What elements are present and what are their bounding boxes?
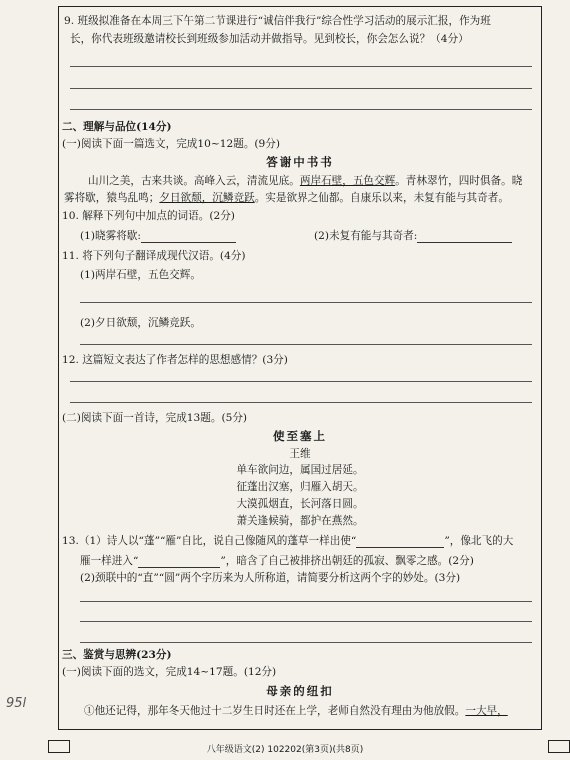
handwritten-note: 95l — [6, 696, 27, 711]
q9-line2: 长，你代表班级邀请校长到班级参加活动并做指导。见到校长，你会怎么说？（4分） — [70, 33, 469, 45]
poem-title: 使至塞上 — [273, 429, 327, 443]
section3-intro: (一)阅读下面的选文，完成14~17题。(12分) — [62, 666, 277, 678]
section2-intro: (一)阅读下面一篇选文，完成10~12题。(9分) — [62, 138, 281, 150]
blank[interactable] — [138, 556, 220, 568]
answer-line[interactable] — [80, 601, 532, 602]
q11-a: (1)两岸石壁，五色交辉。 — [80, 269, 201, 281]
q11: 11. 将下列句子翻译成现代汉语。(4分) — [62, 250, 246, 262]
q13-line2: 雁一样进入“ ”，暗含了自己被排挤出朝廷的孤寂、飘零之感。(2分) — [80, 555, 474, 567]
blank[interactable] — [356, 536, 444, 548]
story-title: 母亲的纽扣 — [266, 684, 334, 698]
section2-intro2: (二)阅读下面一首诗，完成13题。(5分) — [62, 412, 248, 424]
blank[interactable] — [141, 231, 236, 243]
passage-title: 答谢中书书 — [266, 155, 334, 169]
answer-line[interactable] — [80, 621, 532, 622]
answer-line[interactable] — [80, 344, 532, 345]
q13-line1: 13.（1）诗人以“蓬”“雁”自比，说自己像随风的蓬草一样出使“ ”，像北飞的大 — [62, 535, 514, 547]
q10: 10. 解释下列句中加点的词语。(2分) — [62, 210, 235, 222]
section3-heading: 三、鉴赏与思辨(23分) — [62, 649, 172, 661]
answer-line[interactable] — [70, 66, 532, 67]
q13-line3: (2)颈联中的“直”“圆”两个字历来为人所称道，请简要分析这两个字的妙处。(3分) — [80, 572, 461, 584]
poem-line: 征蓬出汉塞，归雁入胡天。 — [236, 481, 364, 493]
passage-line2: 雾将歇，猿鸟乱鸣；夕日欲颓，沉鳞竞跃。实是欲界之仙都。自康乐以来，未复有能与其奇者。 — [64, 192, 509, 204]
poem-author: 王维 — [289, 448, 311, 460]
answer-line[interactable] — [70, 381, 532, 382]
poem-line: 大漠孤烟直，长河落日圆。 — [236, 498, 364, 510]
answer-line[interactable] — [70, 402, 532, 403]
answer-line[interactable] — [80, 642, 532, 643]
q12: 12. 这篇短文表达了作者怎样的思想感情？(3分) — [62, 354, 288, 366]
q11-b: (2)夕日欲颓，沉鳞竞跃。 — [80, 317, 201, 329]
q10-a: (1)晓雾将歇: — [80, 229, 236, 243]
story-para1: ①他还记得，那年冬天他过十二岁生日时还在上学，老师自然没有理由为他放假。一大早， — [84, 705, 508, 717]
page-footer: 八年级语文(2) 102202(第3页)(共8页) — [206, 745, 364, 755]
section2-heading: 二、理解与品位(14分) — [62, 121, 172, 133]
q9-line1: 9. 班级拟准备在本周三下午第二节课进行“诚信伴我行”综合性学习活动的展示汇报，作为班 — [64, 15, 491, 27]
answer-line[interactable] — [70, 109, 532, 110]
q10-b: (2)未复有能与其奇者: — [314, 229, 512, 243]
passage-line1: 山川之美，古来共谈。高峰入云，清流见底。两岸石壁，五色交辉。青林翠竹，四时俱备。晓 — [88, 175, 523, 187]
poem-line: 单车欲问边，属国过居延。 — [236, 464, 364, 476]
answer-line[interactable] — [70, 88, 532, 89]
poem-line: 萧关逢候骑，都护在燕然。 — [236, 515, 364, 527]
answer-line[interactable] — [80, 302, 532, 303]
blank[interactable] — [417, 231, 512, 243]
